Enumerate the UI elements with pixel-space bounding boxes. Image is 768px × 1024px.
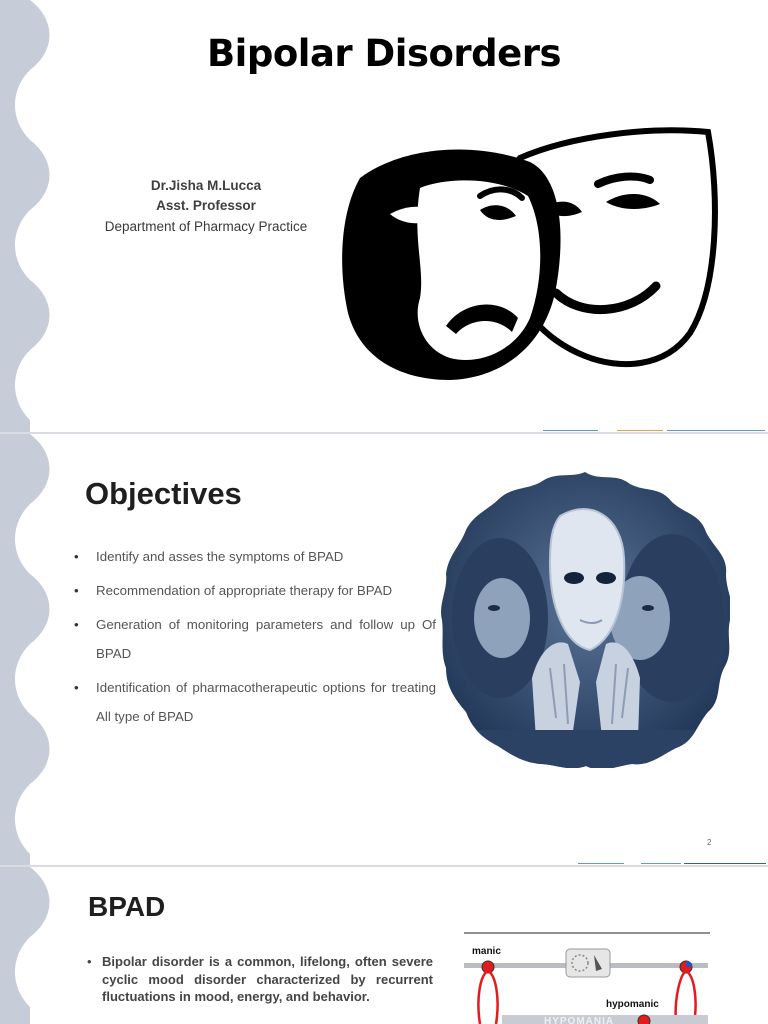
slide-title-bpad: BPAD [88,891,166,922]
comedy-tragedy-masks-image [330,118,720,388]
label-manic: manic [472,946,501,957]
bpad-description: • Bipolar disorder is a common, lifelong, often severe cyclic mood disorder characterized by recurrent fluctuations in mood, energy, and behavior. [87,954,433,1004]
label-hypomania-band: HYPOMANIA [544,1016,615,1024]
accent-line [578,863,624,864]
slide-title-objectives: Objectives [85,476,242,511]
tragedy-mask [342,149,560,380]
page-number: 2 [707,838,712,847]
accent-line [641,863,681,864]
list-item: • Generation of monitoring parameters and follow up Of BPAD [74,610,436,668]
author-department: Department of Pharmacy Practice [104,219,308,234]
presentation-title: Bipolar Disorders [206,32,561,75]
mood-cycle-diagram [462,929,712,1024]
wavy-side-strip [0,867,56,1024]
bullet-icon: • [74,549,79,564]
bullet-icon: • [74,583,79,598]
list-item: • Identification of pharmacotherapeutic options for treating All type of BPAD [74,673,436,731]
objectives-list [74,542,436,736]
slide-objectives [0,434,768,865]
accent-line [667,430,765,431]
list-item: • Identify and asses the symptoms of BPAD [74,542,436,571]
slide-bpad [0,867,768,1024]
slide-title [0,0,768,432]
accent-line [617,430,663,431]
wavy-side-strip [0,434,56,865]
author-position: Asst. Professor [156,198,256,213]
list-item: • Recommendation of appropriate therapy for BPAD [74,576,436,605]
author-name: Dr.Jisha M.Lucca [150,178,262,193]
bullet-icon: • [74,680,79,695]
woman-holding-mask-photo [440,468,730,768]
author-block [100,176,312,235]
bullet-icon: • [74,617,79,632]
hypomanic-marker [638,1015,650,1024]
bullet-icon: • [87,954,92,969]
label-hypomanic: hypomanic [606,999,659,1010]
accent-line [543,430,598,431]
accent-line [684,863,766,864]
